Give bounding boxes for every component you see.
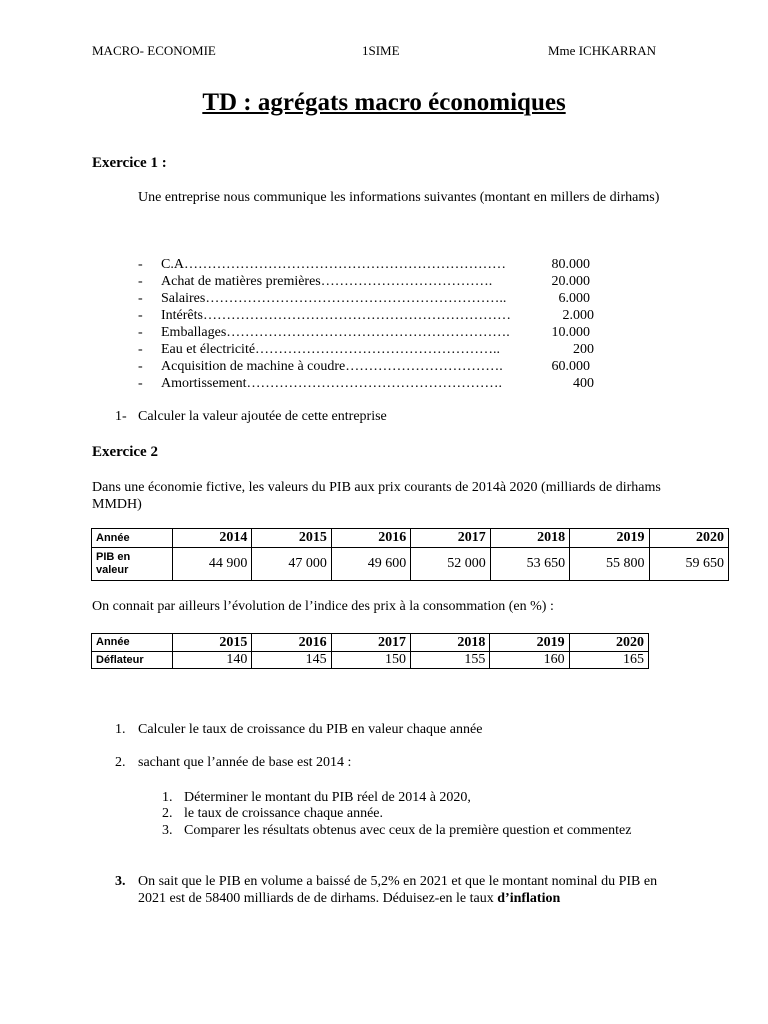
list-item [138, 291, 596, 307]
year-cell: 2015 [252, 529, 331, 548]
year-cell: 2016 [252, 634, 331, 652]
item-value: 200 [573, 342, 594, 357]
list-item [138, 325, 596, 341]
table-row-label [92, 548, 173, 581]
table-head-label: Année [92, 529, 173, 548]
value-cell: 47 000 [252, 548, 331, 581]
item-label: Amortissement………………………………………………. [161, 376, 503, 391]
table-row-label: Déflateur [92, 652, 173, 669]
value-cell: 53 650 [490, 548, 569, 581]
value-cell: 55 800 [570, 548, 649, 581]
list-item [138, 274, 596, 290]
list-dash: - [138, 376, 143, 391]
deflator-table [91, 633, 649, 669]
value-cell: 160 [490, 652, 569, 669]
table-row [92, 529, 729, 548]
table-row [92, 634, 649, 652]
value-cell: 155 [410, 652, 489, 669]
table-row [92, 548, 729, 581]
header-right: Mme ICHKARRAN [548, 43, 656, 58]
header-center: 1SIME [362, 43, 400, 58]
year-cell: 2015 [173, 634, 252, 652]
year-cell: 2014 [173, 529, 252, 548]
row-label-line: PIB en [96, 551, 131, 563]
pib-table [91, 528, 729, 581]
sub-question: Déterminer le montant du PIB réel de 2014 à 2020, [184, 790, 471, 805]
list-item [138, 359, 596, 375]
value-cell: 44 900 [173, 548, 252, 581]
list-dash: - [138, 325, 143, 340]
item-value: 80.000 [551, 257, 590, 272]
year-cell: 2020 [569, 634, 648, 652]
sub-question-number: 3. [162, 823, 173, 838]
year-cell: 2017 [331, 634, 410, 652]
exercise1-intro: Une entreprise nous communique les informations suivantes (montant en millers de dirhams) [138, 190, 660, 205]
item-label: Intérêts………………………………………………………… [161, 308, 511, 323]
exercise2-question-2: sachant que l’année de base est 2014 : [138, 755, 352, 770]
exercise1-question: Calculer la valeur ajoutée de cette entreprise [138, 409, 387, 424]
question-number: 1. [115, 722, 126, 737]
exercise1-title: Exercice 1 : [92, 155, 167, 171]
item-label: Emballages……………………………………………………. [161, 325, 510, 340]
item-value: 10.000 [551, 325, 590, 340]
header-left: MACRO- ECONOMIE [92, 43, 216, 58]
sub-question: Comparer les résultats obtenus avec ceux de la première question et commentez [184, 823, 632, 838]
item-label: Acquisition de machine à coudre……………………………. [161, 359, 503, 374]
item-value: 20.000 [551, 274, 590, 289]
exercise2-question-1: Calculer le taux de croissance du PIB en valeur chaque année [138, 722, 483, 737]
item-label: Salaires……………………………………………………….. [161, 291, 507, 306]
item-value: 6.000 [558, 291, 590, 306]
item-label: Achat de matières premières………………………………. [161, 274, 493, 289]
year-cell: 2018 [410, 634, 489, 652]
value-cell: 165 [569, 652, 648, 669]
exercise2-title: Exercice 2 [92, 444, 158, 460]
question-number: 3. [115, 874, 126, 889]
value-cell: 49 600 [331, 548, 410, 581]
sub-question: le taux de croissance chaque année. [184, 806, 384, 821]
list-dash: - [138, 257, 143, 272]
list-dash: - [138, 359, 143, 374]
item-label: Eau et électricité…………………………………………….. [161, 342, 501, 357]
value-cell: 145 [252, 652, 331, 669]
year-cell: 2020 [649, 529, 728, 548]
list-item [138, 342, 596, 358]
item-value: 60.000 [551, 359, 590, 374]
year-cell: 2019 [490, 634, 569, 652]
list-item [138, 308, 596, 324]
value-cell: 150 [331, 652, 410, 669]
table-head-label: Année [92, 634, 173, 652]
list-item [138, 376, 596, 392]
value-cell: 140 [173, 652, 252, 669]
list-item [138, 257, 596, 273]
page-title: TD : agrégats macro économiques [202, 89, 566, 116]
question-number: 1- [115, 409, 127, 424]
list-dash: - [138, 291, 143, 306]
list-dash: - [138, 342, 143, 357]
table-row [92, 652, 649, 669]
year-cell: 2019 [570, 529, 649, 548]
list-dash: - [138, 308, 143, 323]
exercise2-intro: Dans une économie fictive, les valeurs du PIB aux prix courants de 2014à 2020 (milliards de dirhams MMDH) [92, 480, 661, 512]
item-label: C.A…………………………………………………………… [161, 257, 506, 272]
sub-question-number: 1. [162, 790, 173, 805]
question-number: 2. [115, 755, 126, 770]
question-3-text: On sait que le PIB en volume a baissé de 5,2% en 2021 et que le montant nominal du PIB en 2021 est de 58400 milliards de de dirhams. Déduisez-en le taux [138, 874, 658, 906]
item-value: 400 [573, 376, 594, 391]
exercise2-middle-text: On connait par ailleurs l’évolution de l’indice des prix à la consommation (en %) : [92, 599, 554, 614]
value-cell: 59 650 [649, 548, 728, 581]
sub-question-number: 2. [162, 806, 173, 821]
question-3-bold: d’inflation [497, 891, 561, 906]
year-cell: 2016 [331, 529, 410, 548]
item-value: 2.000 [562, 308, 594, 323]
year-cell: 2017 [411, 529, 490, 548]
row-label-line: valeur [96, 564, 129, 576]
year-cell: 2018 [490, 529, 569, 548]
value-cell: 52 000 [411, 548, 490, 581]
list-dash: - [138, 274, 143, 289]
exercise2-question-3 [138, 873, 678, 907]
